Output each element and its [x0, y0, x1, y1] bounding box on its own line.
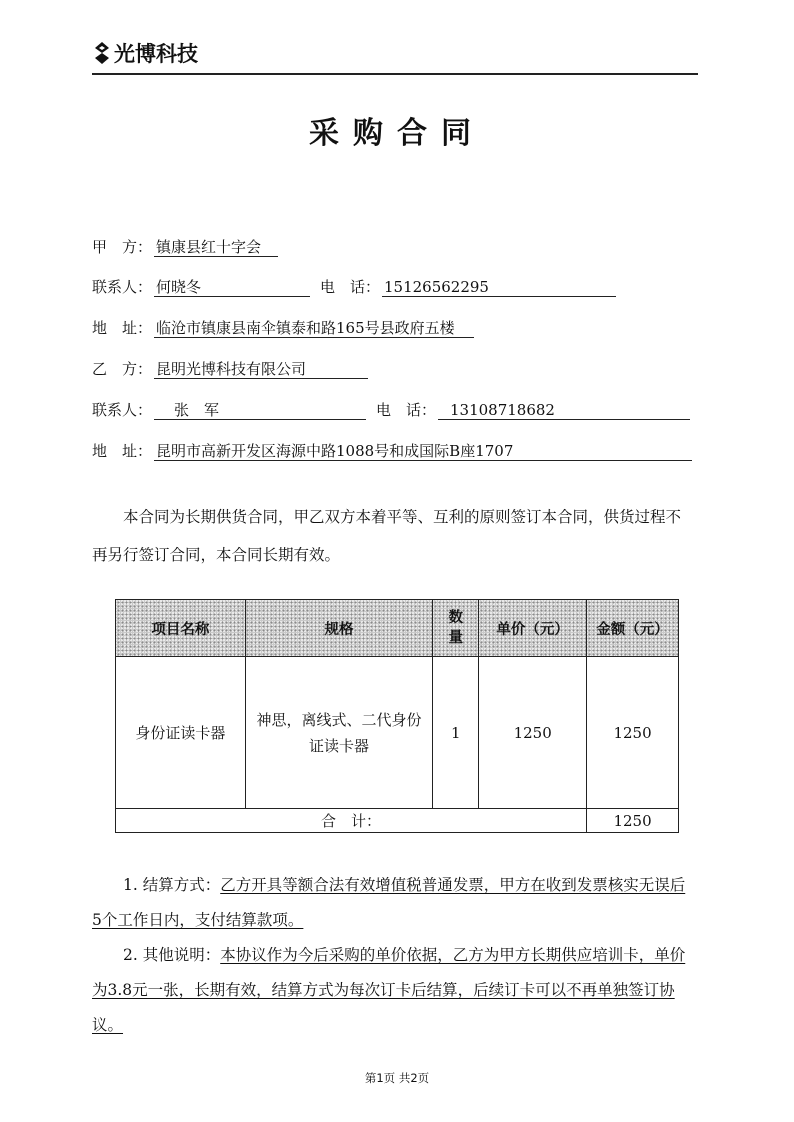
total-value: 1250	[587, 809, 679, 833]
cell-spec	[245, 657, 433, 809]
cell-qty: 1	[433, 657, 479, 809]
party-b-contact-row	[92, 399, 712, 421]
party-a-address-label: 地 址：	[92, 319, 153, 337]
header-rule	[92, 73, 698, 75]
cell-spec-line-2: 证读卡器	[309, 736, 370, 755]
party-b-name: 昆明光博科技有限公司	[154, 358, 368, 379]
note-2-line-1	[92, 938, 704, 973]
items-table	[115, 599, 679, 833]
note-2-text-2: 为3.8元一张，长期有效，结算方式为每次订卡后结算，后续订卡可以不再单独签订协	[92, 981, 675, 999]
note-2-line-2	[92, 973, 704, 1008]
table-header-row	[116, 600, 679, 657]
cell-unit-price: 1250	[479, 657, 587, 809]
header-item-name: 项目名称	[116, 600, 246, 657]
party-b-phone: 13108718682	[438, 399, 690, 420]
party-a-contact-row	[92, 276, 712, 298]
party-a-row	[92, 236, 712, 258]
party-a-address-row	[92, 317, 712, 339]
note-2-line-3	[92, 1008, 704, 1043]
party-b-address: 昆明市高新开发区海源中路1088号和成国际B座1707	[154, 440, 692, 461]
party-b-phone-label: 电 话：	[376, 401, 437, 419]
party-a-contact: 何晓冬	[154, 276, 310, 297]
total-label: 合 计：	[116, 809, 587, 833]
party-b-contact: 张 军	[154, 399, 366, 420]
note-2-prefix: 2. 其他说明：	[123, 946, 221, 964]
party-b-label: 乙 方：	[92, 360, 153, 378]
note-1-text-1: 乙方开具等额合法有效增值税普通发票，甲方在收到发票核实无误后	[220, 876, 686, 894]
party-b-address-row	[92, 440, 712, 462]
party-a-phone-label: 电 话：	[320, 278, 381, 296]
cell-spec-line-1: 神思，离线式、二代身份	[256, 710, 422, 729]
note-1-prefix: 1. 结算方式：	[123, 876, 221, 894]
header-spec: 规格	[245, 600, 433, 657]
party-a-contact-label: 联系人：	[92, 278, 153, 296]
table-total-row	[116, 809, 679, 833]
note-2-text-3: 议。	[92, 1016, 124, 1034]
logo-mark-icon	[92, 41, 112, 65]
party-a-label: 甲 方：	[92, 238, 153, 256]
header-qty: 数量	[433, 600, 479, 657]
header-amount: 金额（元）	[587, 600, 679, 657]
page-title: 采购合同	[309, 116, 485, 151]
party-a-name: 镇康县红十字会	[154, 236, 278, 257]
notes-section	[92, 868, 704, 1043]
note-1-text-2: 5个工作日内，支付结算款项。	[92, 911, 304, 929]
note-2-text-1: 本协议作为今后采购的单价依据，乙方为甲方长期供应培训卡，单价	[220, 946, 686, 964]
party-b-row	[92, 358, 712, 380]
company-logo	[92, 38, 198, 68]
page-number: 第1页 共2页	[364, 1071, 430, 1085]
party-b-contact-label: 联系人：	[92, 401, 153, 419]
party-a-address: 临沧市镇康县南伞镇泰和路165号县政府五楼	[154, 317, 474, 338]
intro-line-2: 再另行签订合同，本合同长期有效。	[92, 546, 341, 564]
party-b-address-label: 地 址：	[92, 442, 153, 460]
intro-paragraph	[92, 498, 704, 574]
logo-text: 光博科技	[114, 42, 198, 66]
party-a-phone: 15126562295	[382, 276, 616, 297]
note-1-line-1	[92, 868, 704, 903]
table-row	[116, 657, 679, 809]
cell-item-name: 身份证读卡器	[116, 657, 246, 809]
header-unit-price: 单价（元）	[479, 600, 587, 657]
intro-line-1: 本合同为长期供货合同，甲乙双方本着平等、互利的原则签订本合同，供货过程不	[123, 508, 682, 526]
note-1-line-2	[92, 903, 704, 938]
cell-amount: 1250	[587, 657, 679, 809]
